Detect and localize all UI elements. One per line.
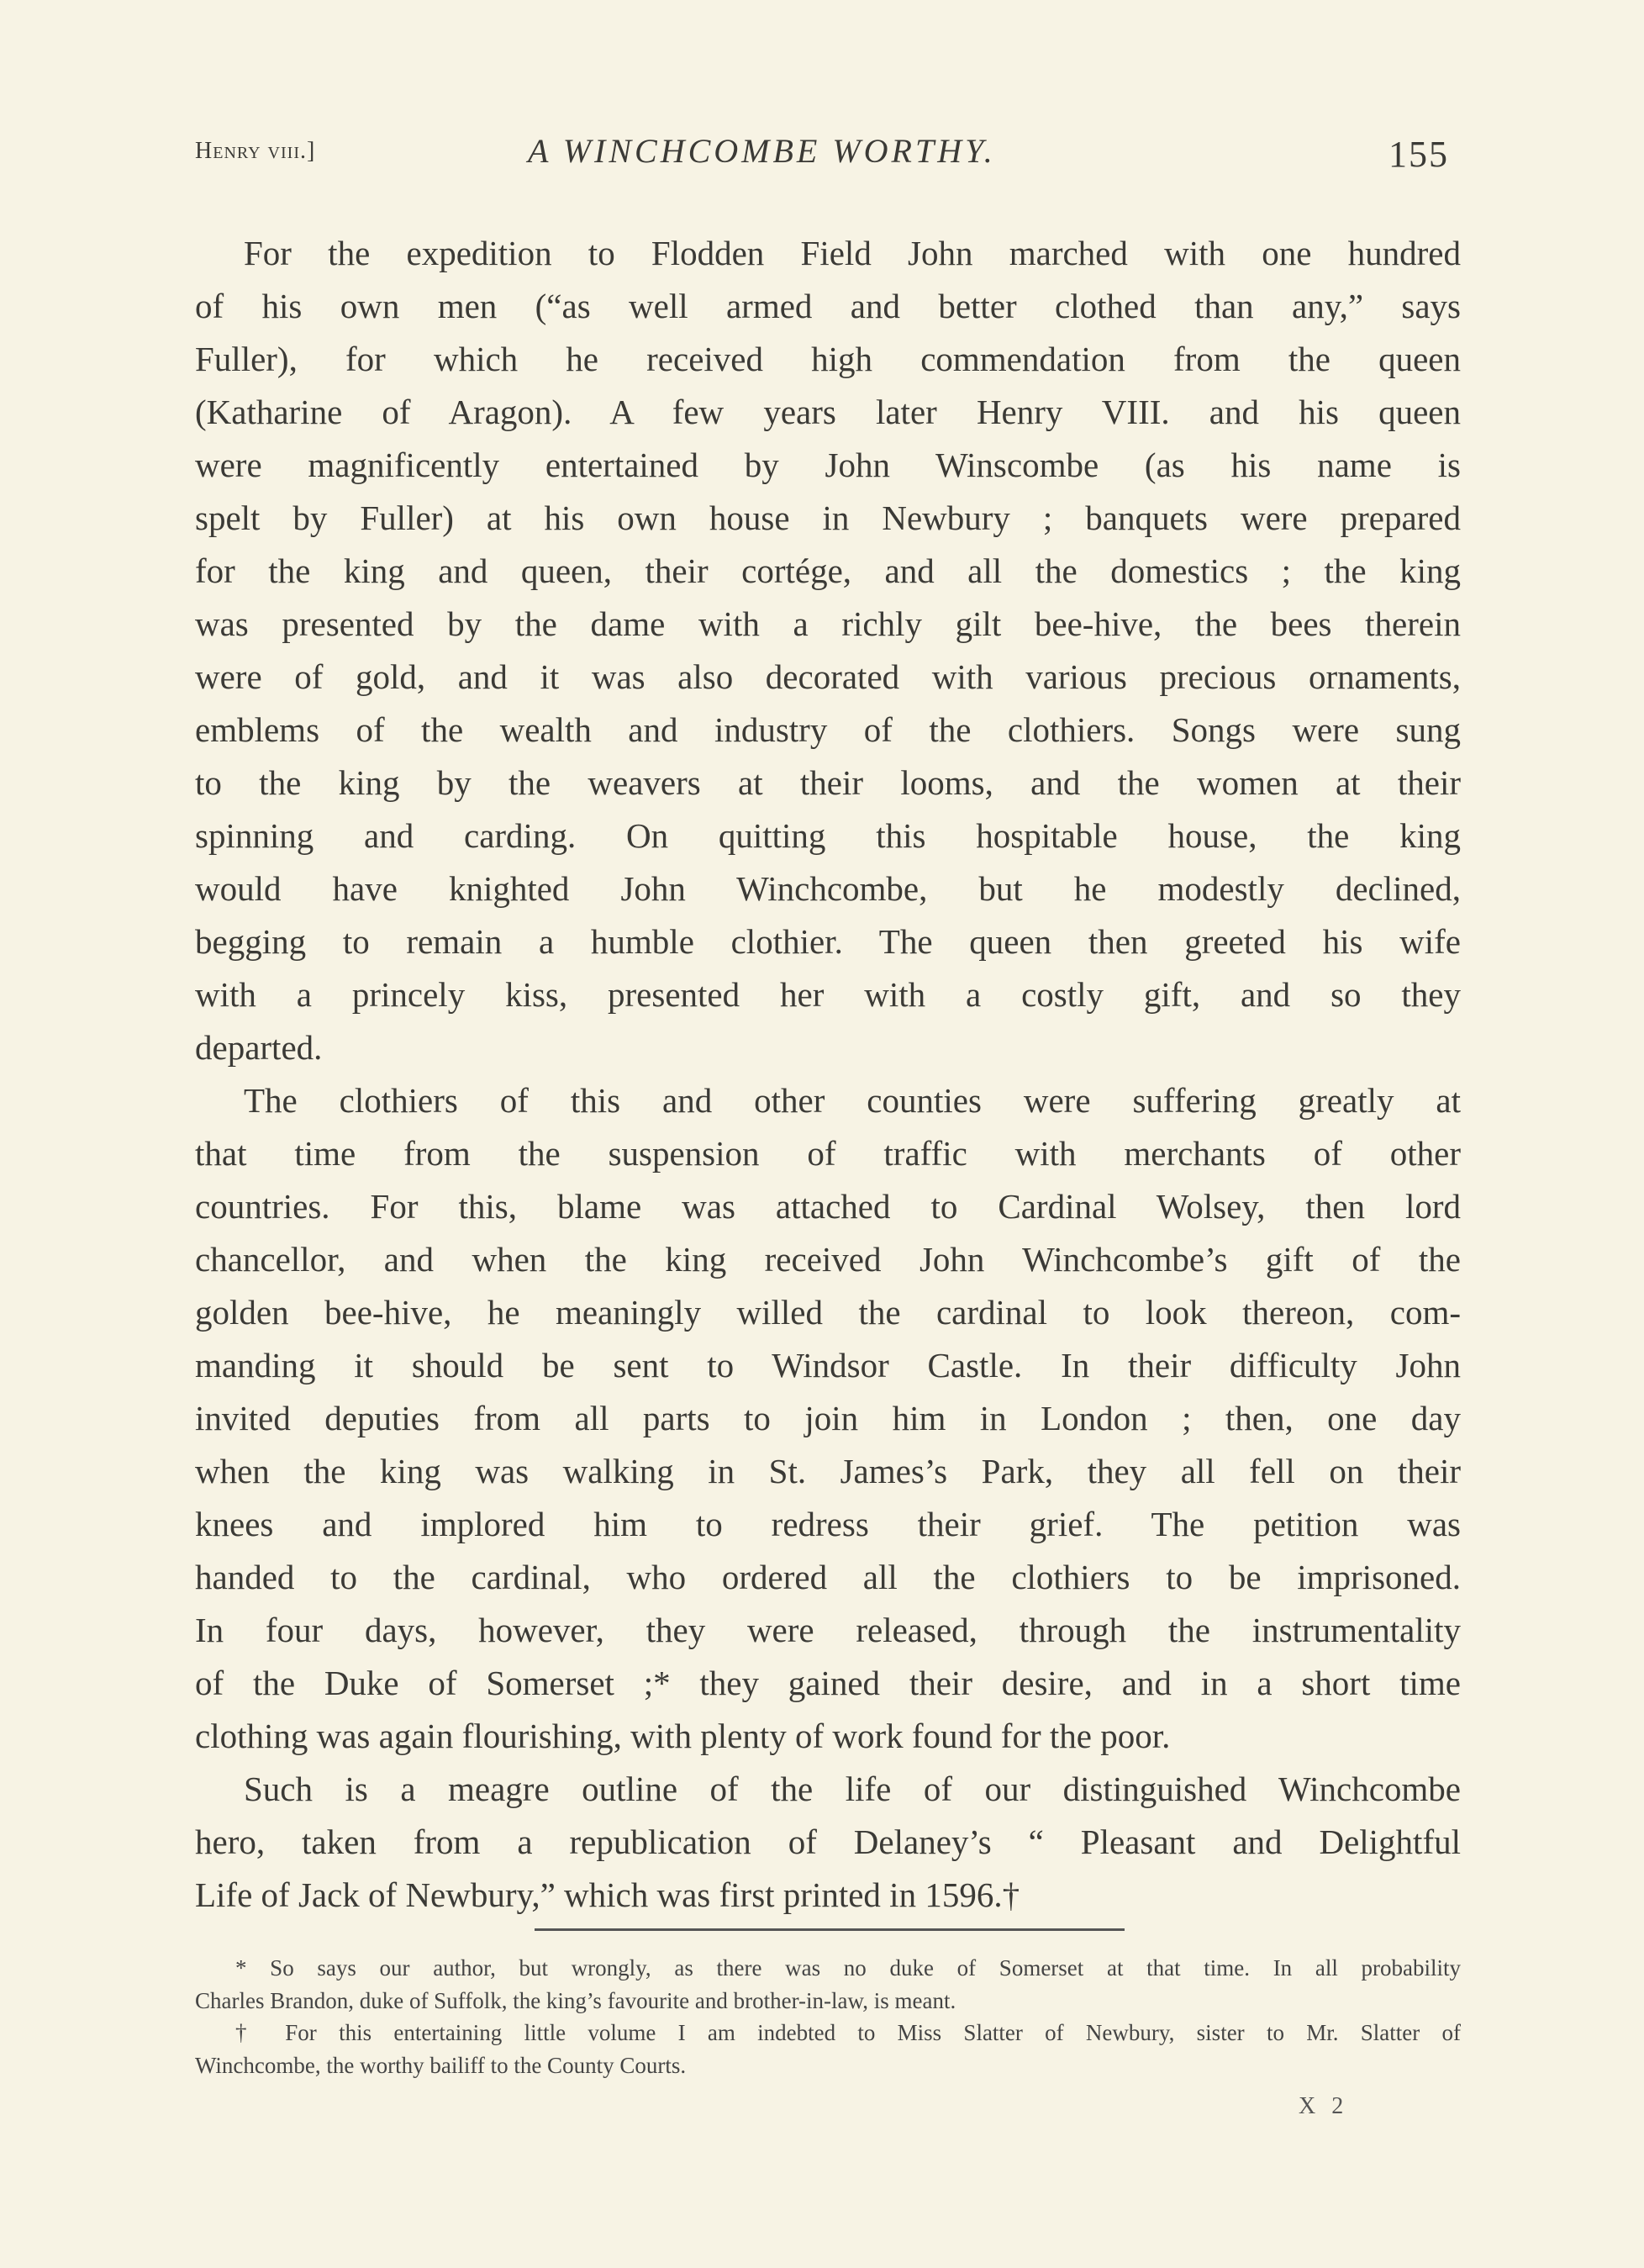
- text-line: The clothiers of this and other counties were suffering greatly at: [244, 1081, 1461, 1120]
- signature-mark: X 2: [1299, 2093, 1349, 2119]
- text-line: begging to remain a humble clothier. The queen then greeted his wife: [195, 922, 1461, 961]
- text-line: for the king and queen, their cortége, and all the domestics ; the king: [195, 551, 1461, 590]
- text-line: of the Duke of Somerset ;* they gained their desire, and in a short time: [195, 1664, 1461, 1702]
- text-line: was presented by the dame with a richly gilt bee-hive, the bees therein: [195, 604, 1461, 643]
- text-line: chancellor, and when the king received John Winchcombe’s gift of the: [195, 1240, 1461, 1279]
- text-line: (Katharine of Aragon). A few years later Henry VIII. and his queen: [195, 393, 1461, 431]
- text-line: when the king was walking in St. James’s Park, they all fell on their: [195, 1452, 1461, 1490]
- footnote-line: Winchcombe, the worthy bailiff to the County Courts.: [195, 2052, 687, 2078]
- text-line: would have knighted John Winchcombe, but he modestly declined,: [195, 869, 1461, 908]
- text-line: Life of Jack of Newbury,” which was first printed in 1596.†: [195, 1875, 1020, 1914]
- text-line: For the expedition to Flodden Field John marched with one hundred: [244, 234, 1461, 272]
- footnote: [195, 1952, 1461, 2017]
- text-line: Fuller), for which he received high commendation from the queen: [195, 340, 1461, 378]
- text-line: Such is a meagre outline of the life of our distinguished Winchcombe: [244, 1770, 1461, 1808]
- running-title: A WINCHCOMBE WORTHY.: [528, 132, 996, 170]
- paragraph: [195, 1763, 1461, 1922]
- text-line: with a princely kiss, presented her with a costly gift, and so they: [195, 975, 1461, 1014]
- page-number: 155: [1388, 134, 1449, 175]
- text-line: countries. For this, blame was attached to Cardinal Wolsey, then lord: [195, 1187, 1461, 1226]
- footnote-rule: [535, 1928, 1125, 1931]
- text-line: emblems of the wealth and industry of the clothiers. Songs were sung: [195, 710, 1461, 749]
- text-line: clothing was again flourishing, with plenty of work found for the poor.: [195, 1717, 1171, 1755]
- running-head-left: Henry viii.]: [195, 138, 316, 164]
- text-line: invited deputies from all parts to join him in London ; then, one day: [195, 1399, 1461, 1437]
- text-line: knees and implored him to redress their grief. The petition was: [195, 1505, 1461, 1543]
- text-line: spinning and carding. On quitting this hospitable house, the king: [195, 816, 1461, 855]
- text-line: golden bee-hive, he meaningly willed the cardinal to look thereon, com-: [195, 1293, 1461, 1332]
- text-line: were of gold, and it was also decorated with various precious ornaments,: [195, 657, 1461, 696]
- body-text: [195, 227, 1461, 1922]
- text-line: manding it should be sent to Windsor Castle. In their difficulty John: [195, 1346, 1461, 1385]
- text-line: In four days, however, they were released, through the instrumentality: [195, 1611, 1461, 1649]
- paragraph: [195, 227, 1461, 1074]
- text-line: that time from the suspension of traffic with merchants of other: [195, 1134, 1461, 1173]
- footnote: [195, 2017, 1461, 2081]
- text-line: departed.: [195, 1028, 323, 1067]
- text-line: were magnificently entertained by John Winscombe (as his name is: [195, 446, 1461, 484]
- footnote-line: Charles Brandon, duke of Suffolk, the king’s favourite and brother-in-law, is meant.: [195, 1987, 956, 2013]
- text-line: hero, taken from a republication of Delaney’s “ Pleasant and Delightful: [195, 1822, 1461, 1861]
- text-line: spelt by Fuller) at his own house in Newbury ; banquets were prepared: [195, 498, 1461, 537]
- footnote-line: * So says our author, but wrongly, as there was no duke of Somerset at that time. In all probability: [235, 1955, 1461, 1981]
- footnote-line: † For this entertaining little volume I am indebted to Miss Slatter of Newbury, sister to Mr. Slatter of: [235, 2020, 1461, 2045]
- text-line: to the king by the weavers at their looms, and the women at their: [195, 763, 1461, 802]
- paragraph: [195, 1074, 1461, 1763]
- text-line: of his own men (“as well armed and better clothed than any,” says: [195, 287, 1461, 325]
- footnotes: [195, 1952, 1461, 2081]
- text-line: handed to the cardinal, who ordered all the clothiers to be imprisoned.: [195, 1558, 1461, 1596]
